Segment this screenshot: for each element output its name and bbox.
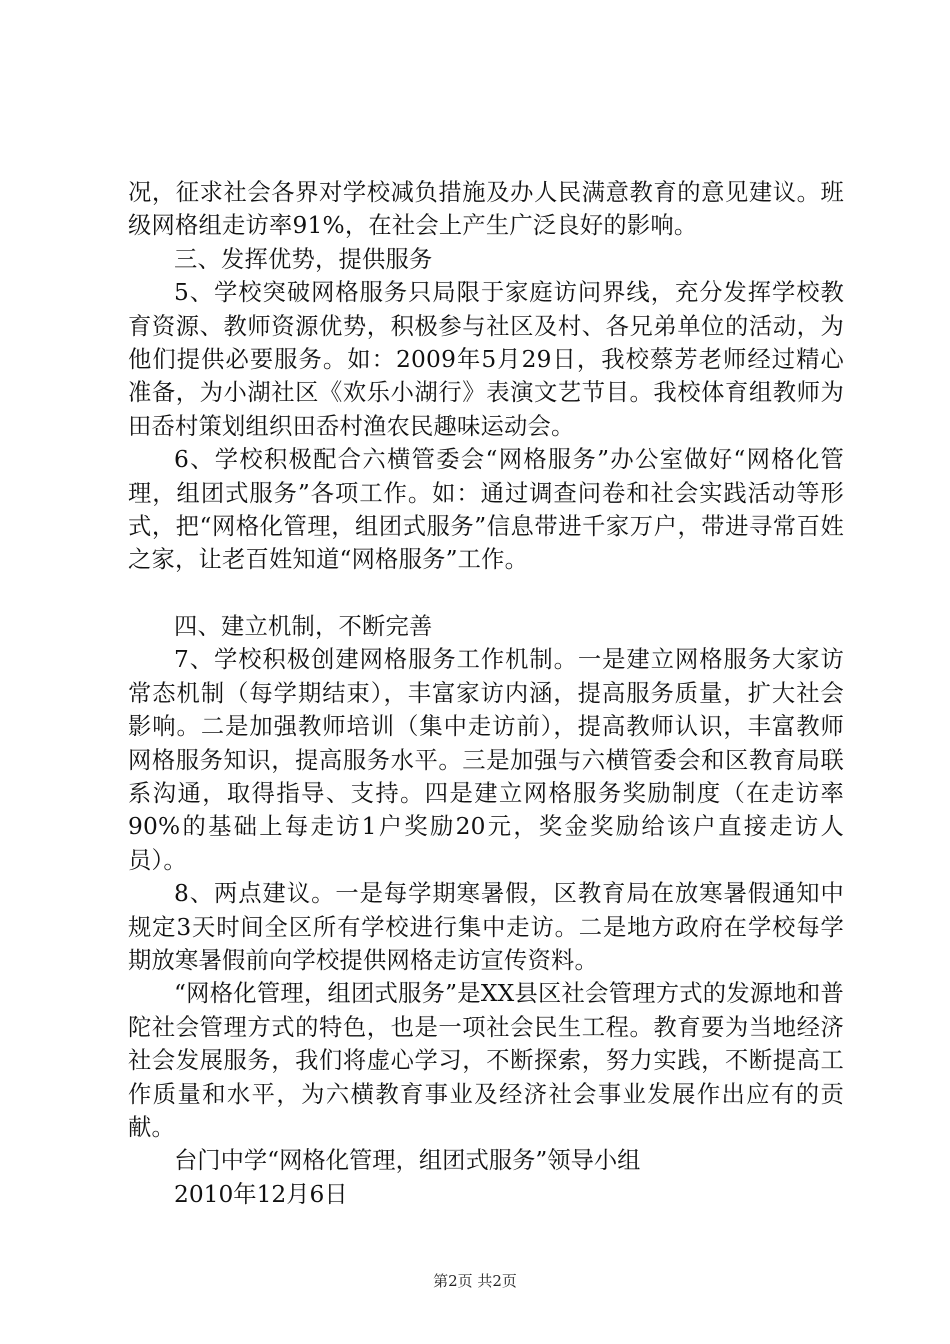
paragraph-item-7: 7、学校积极创建网格服务工作机制。一是建立网格服务大家访常态机制（每学期结束），丰富家访内涵，提高服务质量，扩大社会影响。二是加强教师培训（集中走访前），提高教师认识，丰富教师网格服务知识，提高服务水平。三是加强与六横管委会和区教育局联系沟通，取得指导、支持。四是建立网格服务奖励制度（在走访率90%的基础上每走访1户奖励20元，奖金奖励给该户直接走访人员）。 [128,646,844,874]
paragraph-item-8: 8、两点建议。一是每学期寒暑假，区教育局在放寒暑假通知中规定3天时间全区所有学校进行集中走访。二是地方政府在学校每学期放寒暑假前向学校提供网格走访宣传资料。 [128,880,844,974]
section-heading-3: 三、发挥优势，提供服务 [174,245,433,273]
paragraph-closing: “网格化管理，组团式服务”是XX县区社会管理方式的发源地和普陀社会管理方式的特色，也是一项社会民生工程。教育要为当地经济社会发展服务，我们将虚心学习，不断探索，努力实践，不断提高工作质量和水平，为六横教育事业及经济社会事业发展作出应有的贡献。 [128,980,844,1141]
signature-date: 2010年12月6日 [174,1180,348,1208]
section-heading-4: 四、建立机制，不断完善 [174,612,433,640]
paragraph-gap [128,577,844,610]
page-footer: 第2页 共2页 [433,1272,517,1290]
paragraph-continuation: 况，征求社会各界对学校减负措施及办人民满意教育的意见建议。班级网格组走访率91%，在社会上产生广泛良好的影响。 [128,179,844,240]
paragraph-item-6: 6、学校积极配合六横管委会“网格服务”办公室做好“网格化管理，组团式服务”各项工作。如：通过调查问卷和社会实践活动等形式，把“网格化管理，组团式服务”信息带进千家万户，带进寻常百姓之家，让老百姓知道“网格服务”工作。 [128,446,844,574]
document-body [128,176,844,1211]
signature-org: 台门中学“网格化管理，组团式服务”领导小组 [174,1147,641,1175]
paragraph-item-5: 5、学校突破网格服务只局限于家庭访问界线，充分发挥学校教育资源、教师资源优势，积极参与社区及村、各兄弟单位的活动，为他们提供必要服务。如：2009年5月29日，我校蔡芳老师经过精心准备，为小湖社区《欢乐小湖行》表演文艺节目。我校体育组教师为田岙村策划组织田岙村渔农民趣味运动会。 [128,279,844,440]
